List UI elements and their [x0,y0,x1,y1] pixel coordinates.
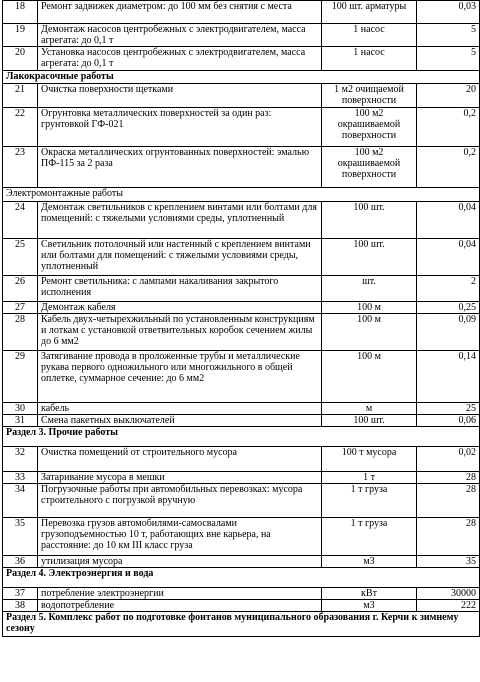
quantity: 28 [417,472,480,484]
table-row [3,108,480,147]
quantity: 0,14 [417,351,480,403]
unit: кВт [322,588,417,600]
quantity: 222 [417,600,480,612]
work-name: Кабель двух-четырехжильный по установленным конструкциям и лоткам с установкой ответвительных коробок сечением жилы до 6 мм2 [38,314,322,351]
work-name: Светильник потолочный или настенный с креплением винтами или болтами для помещений: с тяжелыми условиями среды, уплотненный [38,239,322,276]
unit: 1 т [322,472,417,484]
table-row [3,556,480,568]
quantity: 2 [417,276,480,302]
work-name: Ремонт светильника: с лампами накаливания закрытого исполнения [38,276,322,302]
table-row [3,484,480,518]
unit: шт. [322,276,417,302]
section-title: Раздел 5. Комплекс работ по подготовке фонтанов муниципального образования г. Керчи к зимнему сезону [3,612,480,637]
quantity: 5 [417,24,480,47]
work-name: утилизация мусора [38,556,322,568]
section-header-row [3,188,480,202]
row-number: 37 [3,588,38,600]
unit: м3 [322,600,417,612]
row-number: 27 [3,302,38,314]
work-name: Демонтаж кабеля [38,302,322,314]
unit: 100 шт. [322,415,417,427]
quantity: 5 [417,47,480,71]
quantity: 0,06 [417,415,480,427]
unit: 100 м [322,351,417,403]
unit: 100 м2 окрашиваемой поверхности [322,147,417,188]
row-number: 28 [3,314,38,351]
unit: 100 м2 окрашиваемой поверхности [322,108,417,147]
quantity: 20 [417,84,480,108]
quantity: 25 [417,403,480,415]
unit: 100 т мусора [322,447,417,472]
unit: 100 м [322,314,417,351]
table-row [3,472,480,484]
section-header-row [3,71,480,84]
row-number: 21 [3,84,38,108]
section-title: Электромонтажные работы [3,188,480,202]
section-header-row [3,427,480,447]
work-name: Погрузочные работы при автомобильных перевозках: мусора строительного с погрузкой вручную [38,484,322,518]
table-row [3,518,480,556]
quantity: 0,2 [417,108,480,147]
quantity: 0,04 [417,239,480,276]
table-row [3,84,480,108]
unit: 100 шт. арматуры [322,1,417,24]
table-row [3,403,480,415]
section-title: Раздел 3. Прочие работы [3,427,480,447]
unit: 1 т груза [322,518,417,556]
row-number: 18 [3,1,38,24]
quantity: 0,25 [417,302,480,314]
row-number: 35 [3,518,38,556]
work-table [2,0,480,637]
table-row [3,24,480,47]
table-row [3,239,480,276]
table-row [3,415,480,427]
work-name: Установка насосов центробежных с электродвигателем, масса агрегата: до 0,1 т [38,47,322,71]
table-row [3,588,480,600]
work-name: Очистка помещений от строительного мусора [38,447,322,472]
quantity: 0,09 [417,314,480,351]
work-name: Очистка поверхности щетками [38,84,322,108]
work-name: Затягивание провода в проложенные трубы и металлические рукава первого одножильного или многожильного в общей оплетке, суммарное сечение: до 6 мм2 [38,351,322,403]
row-number: 20 [3,47,38,71]
section-title: Раздел 4. Электроэнергия и вода [3,568,480,588]
work-name: Окраска металлических огрунтованных поверхностей: эмалью ПФ-115 за 2 раза [38,147,322,188]
table-row [3,147,480,188]
row-number: 31 [3,415,38,427]
work-name: Перевозка грузов автомобилями-самосвалами грузоподъемностью 10 т, работающих вне карьера, на расстояние: до 10 км III класс груза [38,518,322,556]
work-name: Ремонт задвижек диаметром: до 100 мм без снятия с места [38,1,322,24]
work-name: Демонтаж светильников с креплением винтами или болтами для помещений: с тяжелыми условиями среды, уплотненный [38,202,322,239]
unit: 1 насос [322,47,417,71]
work-name: Затаривание мусора в мешки [38,472,322,484]
row-number: 22 [3,108,38,147]
quantity: 30000 [417,588,480,600]
quantity: 28 [417,518,480,556]
quantity: 0,02 [417,447,480,472]
table-row [3,47,480,71]
row-number: 34 [3,484,38,518]
quantity: 0,04 [417,202,480,239]
quantity: 0,03 [417,1,480,24]
work-name: Смена пакетных выключателей [38,415,322,427]
work-name: потребление электроэнергии [38,588,322,600]
row-number: 25 [3,239,38,276]
section-header-row [3,612,480,637]
unit: 100 шт. [322,202,417,239]
row-number: 33 [3,472,38,484]
work-name: Демонтаж насосов центробежных с электродвигателем, масса агрегата: до 0,1 т [38,24,322,47]
row-number: 30 [3,403,38,415]
unit: 1 насос [322,24,417,47]
section-header-row [3,568,480,588]
unit: 1 т груза [322,484,417,518]
quantity: 28 [417,484,480,518]
work-name: кабель [38,403,322,415]
row-number: 38 [3,600,38,612]
unit: м3 [322,556,417,568]
unit: 1 м2 очищаемой поверхности [322,84,417,108]
table-row [3,447,480,472]
section-title: Лакокрасочные работы [3,71,480,84]
row-number: 24 [3,202,38,239]
table-row [3,302,480,314]
row-number: 32 [3,447,38,472]
unit: м [322,403,417,415]
quantity: 35 [417,556,480,568]
table-row [3,314,480,351]
work-name: Огрунтовка металлических поверхностей за один раз: грунтовкой ГФ-021 [38,108,322,147]
table-row [3,276,480,302]
quantity: 0,2 [417,147,480,188]
row-number: 23 [3,147,38,188]
row-number: 29 [3,351,38,403]
row-number: 19 [3,24,38,47]
unit: 100 шт. [322,239,417,276]
table-row [3,351,480,403]
table-row [3,600,480,612]
work-name: водопотребление [38,600,322,612]
table-row [3,202,480,239]
table-row [3,1,480,24]
row-number: 26 [3,276,38,302]
row-number: 36 [3,556,38,568]
work-table-body [3,1,480,637]
unit: 100 м [322,302,417,314]
